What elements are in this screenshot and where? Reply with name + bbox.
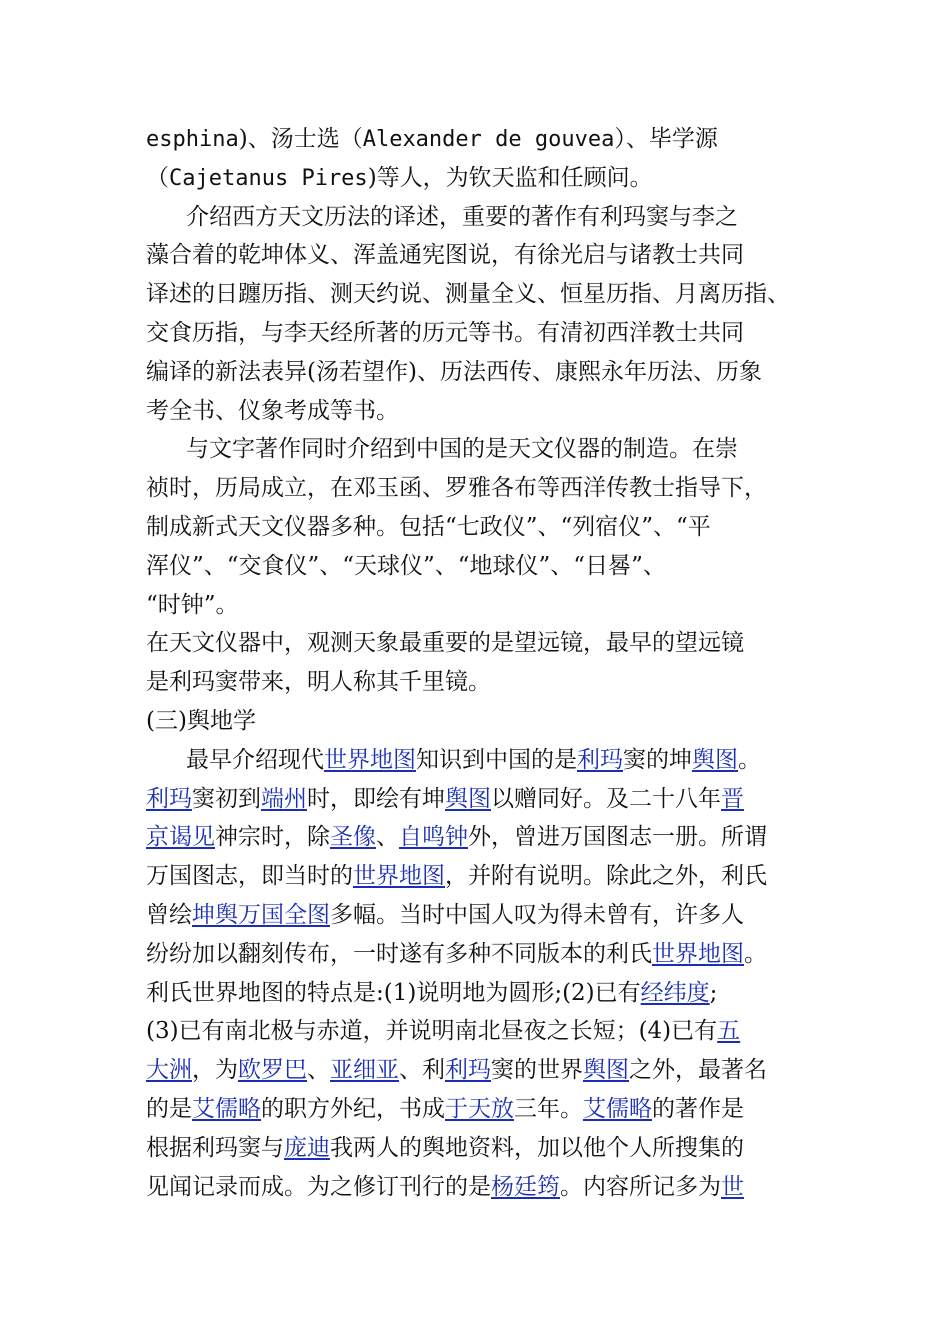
hyperlink[interactable]: 坤舆万国全图 — [192, 901, 330, 928]
text-segment: 知识到中国的是 — [416, 746, 577, 773]
hyperlink[interactable]: 艾儒略 — [583, 1095, 652, 1122]
text-segment: 外，曾进万国图志一册。所谓 — [468, 824, 767, 851]
text-segment: 是利玛窦带来，明人称其千里镜。 — [146, 669, 491, 696]
text-segment: 时，即绘有坤 — [307, 785, 445, 812]
text-segment: 制成新式天文仪器多种。包括“七政仪”、“列宿仪”、“平 — [146, 513, 711, 540]
text-line — [146, 392, 818, 431]
hyperlink[interactable]: 五 — [717, 1018, 741, 1045]
text-segment: 之外，最著名 — [629, 1057, 767, 1084]
hyperlink[interactable]: 经纬度 — [640, 979, 710, 1006]
text-segment: “时钟”。 — [146, 591, 239, 618]
hyperlink[interactable]: 自鸣钟 — [399, 824, 468, 851]
text-line — [146, 159, 818, 198]
text-line — [146, 1012, 818, 1051]
text-line — [146, 1090, 818, 1129]
hyperlink[interactable]: 舆图 — [692, 746, 738, 773]
text-segment: 纷纷加以翻刻传布，一时遂有多种不同版本的利氏 — [146, 940, 652, 967]
text-segment: ）、毕学源 — [614, 126, 718, 152]
latin-name-text: Alexander de gouvea — [362, 127, 615, 152]
text-line — [146, 198, 818, 237]
text-line — [146, 702, 818, 741]
text-segment: 窦初到 — [192, 785, 261, 812]
text-segment: 浑仪”、“交食仪”、“天球仪”、“地球仪”、“日晷”、 — [146, 552, 666, 579]
text-segment: 最早介绍现代 — [186, 746, 324, 773]
text-line — [146, 818, 818, 857]
text-segment: (3)已有南北极与赤道，并说明南北昼夜之长短；(4)已有 — [146, 1018, 718, 1045]
text-line — [146, 935, 818, 974]
text-line — [146, 314, 818, 353]
hyperlink[interactable]: 利玛 — [146, 785, 192, 812]
hyperlink[interactable]: 圣像 — [330, 824, 376, 851]
text-segment: 藻合着的乾坤体义、浑盖通宪图说，有徐光启与诸教士共同 — [146, 242, 744, 269]
text-segment: 的著作是 — [652, 1095, 744, 1122]
text-segment: 万国图志，即当时的 — [146, 863, 353, 890]
text-line — [146, 1051, 818, 1090]
hyperlink[interactable]: 大洲 — [146, 1057, 192, 1084]
text-segment: 窦的世界 — [491, 1057, 583, 1084]
hyperlink[interactable]: 京谒见 — [146, 824, 215, 851]
text-segment: 译述的日躔历指、测天约说、测量全义、恒星历指、月离历指、 — [146, 281, 790, 308]
hyperlink[interactable]: 亚细亚 — [330, 1057, 399, 1084]
text-segment: （ — [146, 164, 169, 191]
text-line — [146, 236, 818, 275]
text-segment: )等人，为钦天监和任顾问。 — [367, 164, 653, 191]
text-line — [146, 430, 818, 469]
text-segment: 祯时，历局成立，在邓玉函、罗雅各布等西洋传教士指导下， — [146, 475, 767, 502]
text-segment: 介绍西方天文历法的译述，重要的著作有利玛窦与李之 — [186, 203, 738, 230]
text-segment: ，为 — [192, 1057, 238, 1084]
text-segment: 曾绘 — [146, 901, 192, 928]
text-line — [146, 741, 818, 780]
text-segment: 我两人的舆地资料，加以他个人所搜集的 — [330, 1134, 744, 1161]
hyperlink[interactable]: 利玛 — [577, 746, 623, 773]
hyperlink[interactable]: 世界地图 — [652, 940, 744, 967]
text-line — [146, 780, 818, 819]
text-segment: 、 — [307, 1057, 330, 1084]
text-segment: 与文字著作同时介绍到中国的是天文仪器的制造。在崇 — [186, 436, 738, 463]
text-segment: 在天文仪器中，观测天象最重要的是望远镜，最早的望远镜 — [146, 630, 744, 657]
text-segment: 。 — [744, 940, 767, 967]
hyperlink[interactable]: 庞迪 — [284, 1134, 330, 1161]
text-segment: 编译的新法表异(汤若望作)、历法西传、康熙永年历法、历象 — [146, 358, 762, 385]
text-segment: 利氏世界地图的特点是:(1)说明地为圆形;(2)已有 — [146, 979, 641, 1006]
text-segment: (三)舆地学 — [146, 707, 256, 734]
text-line — [146, 120, 818, 159]
hyperlink[interactable]: 舆图 — [583, 1057, 629, 1084]
text-line — [146, 353, 818, 392]
hyperlink[interactable]: 端州 — [261, 785, 307, 812]
text-segment: 、利 — [399, 1057, 445, 1084]
text-line — [146, 663, 818, 702]
text-line — [146, 275, 818, 314]
text-line — [146, 508, 818, 547]
text-segment: 交食历指，与李天经所著的历元等书。有清初西洋教士共同 — [146, 319, 744, 346]
latin-name-text: esphina — [146, 127, 239, 152]
text-segment: 的是 — [146, 1095, 192, 1122]
hyperlink[interactable]: 舆图 — [445, 785, 491, 812]
text-line — [146, 1168, 818, 1207]
text-segment: 多幅。当时中国人叹为得未曾有，许多人 — [330, 901, 744, 928]
text-line — [146, 1129, 818, 1168]
text-line — [146, 857, 818, 896]
text-segment: 。内容所记多为 — [560, 1173, 721, 1200]
hyperlink[interactable]: 世界地图 — [353, 863, 445, 890]
text-segment: 见闻记录而成。为之修订刊行的是 — [146, 1173, 491, 1200]
text-line — [146, 624, 818, 663]
text-line — [146, 974, 818, 1013]
text-line — [146, 469, 818, 508]
text-segment: )、汤士选（ — [238, 126, 363, 152]
hyperlink[interactable]: 利玛 — [445, 1057, 491, 1084]
text-line — [146, 547, 818, 586]
text-segment: 窦的坤 — [623, 746, 692, 773]
hyperlink[interactable]: 于天放 — [445, 1095, 514, 1122]
text-segment: 根据利玛窦与 — [146, 1134, 284, 1161]
text-segment: 考全书、仪象考成等书。 — [146, 397, 399, 424]
text-segment: 神宗时，除 — [215, 824, 330, 851]
text-segment: 以赠同好。及二十八年 — [491, 785, 721, 812]
hyperlink[interactable]: 杨廷筠 — [491, 1173, 560, 1200]
hyperlink[interactable]: 晋 — [721, 785, 744, 812]
latin-name-text: Cajetanus Pires — [169, 165, 368, 191]
hyperlink[interactable]: 世 — [721, 1173, 744, 1200]
hyperlink[interactable]: 欧罗巴 — [238, 1057, 307, 1084]
text-segment: ，并附有说明。除此之外，利氏 — [445, 863, 767, 890]
text-line — [146, 896, 818, 935]
text-segment: 的职方外纪，书成 — [261, 1095, 445, 1122]
text-line — [146, 586, 818, 625]
hyperlink[interactable]: 艾儒略 — [192, 1095, 261, 1122]
text-segment: ; — [709, 979, 718, 1006]
hyperlink[interactable]: 世界地图 — [324, 746, 416, 773]
text-segment: 。 — [738, 746, 761, 773]
text-segment: 三年。 — [514, 1095, 583, 1122]
text-segment: 、 — [376, 824, 399, 851]
document-body — [146, 120, 818, 1206]
